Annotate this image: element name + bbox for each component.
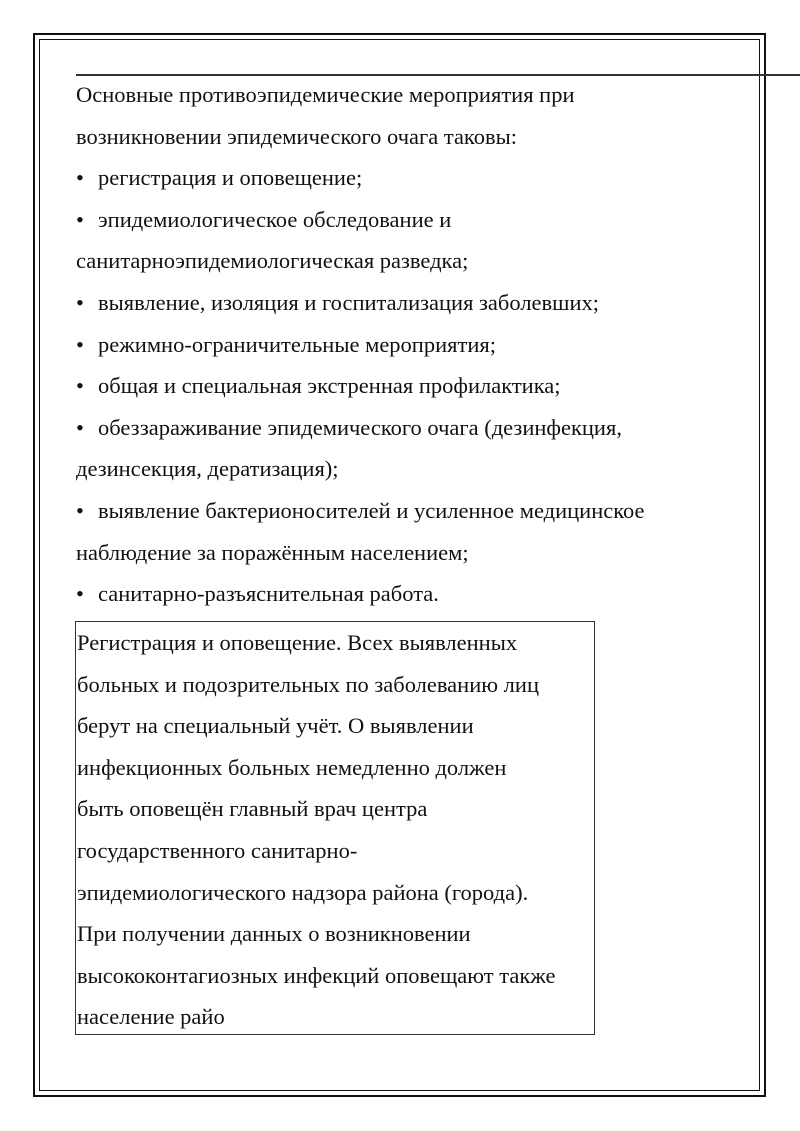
list-item-text: регистрация и оповещение; <box>98 165 363 191</box>
list-item-text: общая и специальная экстренная профилактика; <box>98 373 561 399</box>
box-line: высококонтагиозных инфекций оповещают также <box>77 962 556 988</box>
box-line: больных и подозрительных по заболеванию лиц <box>77 671 539 697</box>
box-line: При получении данных о возникновении <box>77 921 471 947</box>
bullet-icon: • <box>76 414 84 440</box>
box-line: государственного санитарно- <box>77 837 358 863</box>
bullet-icon: • <box>76 206 84 232</box>
list-item-continuation: наблюдение за поражённым населением; <box>76 539 469 565</box>
box-line: быть оповещён главный врач центра <box>77 796 428 822</box>
list-item <box>76 199 716 282</box>
list-item <box>76 365 716 407</box>
document-body <box>76 74 716 615</box>
list-item <box>76 407 716 490</box>
list-item <box>76 282 716 324</box>
bullet-icon: • <box>76 331 84 357</box>
list-item <box>76 490 716 573</box>
intro-line-2: возникновении эпидемического очага таковы: <box>76 123 517 149</box>
bullet-icon: • <box>76 289 84 315</box>
bullet-icon: • <box>76 497 84 523</box>
box-line: инфекционных больных немедленно должен <box>77 754 507 780</box>
list-item <box>76 157 716 199</box>
box-line: берут на специальный учёт. О выявлении <box>77 713 474 739</box>
intro-line-1: Основные противоэпидемические мероприятия при <box>76 82 575 107</box>
box-line: эпидемиологического надзора района (города). <box>77 879 529 905</box>
list-item-text: выявление бактерионосителей и усиленное медицинское <box>98 497 645 523</box>
box-line: население райо <box>77 1004 225 1030</box>
bullet-icon: • <box>76 373 84 399</box>
bullet-icon: • <box>76 165 84 191</box>
list-item <box>76 324 716 366</box>
list-item <box>76 573 716 615</box>
list-item-text: санитарно-разъяснительная работа. <box>98 581 439 607</box>
list-item-text: выявление, изоляция и госпитализация заболевших; <box>98 289 600 315</box>
list-item-text: обеззараживание эпидемического очага (дезинфекция, <box>98 414 622 440</box>
list-item-continuation: дезинсекция, дератизация); <box>76 456 339 482</box>
registration-text-box <box>75 621 595 1035</box>
list-item-text: эпидемиологическое обследование и <box>98 206 452 232</box>
box-line: Регистрация и оповещение. Всех выявленных <box>77 630 518 655</box>
list-item-text: режимно-ограничительные мероприятия; <box>98 331 496 357</box>
measures-list <box>76 157 716 615</box>
list-item-continuation: санитарноэпидемиологическая разведка; <box>76 248 469 274</box>
bullet-icon: • <box>76 581 84 607</box>
